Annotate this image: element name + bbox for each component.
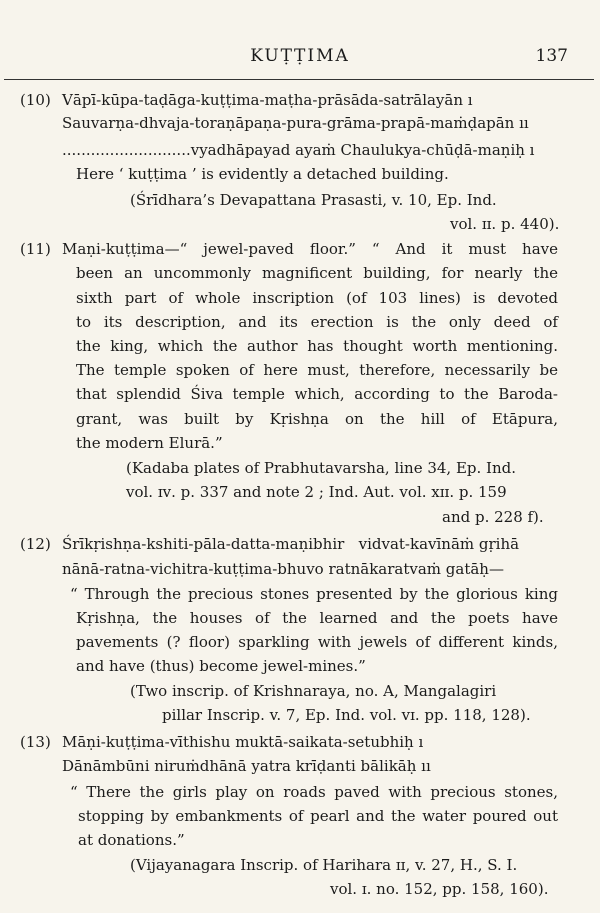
body-line: the king, which the author has thought worth mentioning. — [76, 337, 558, 355]
body-line: The temple spoken of here must, therefore, necessarily be — [76, 361, 558, 379]
page-header — [0, 46, 600, 72]
translation-line: “ Through the precious stones presented by the glorious king — [70, 585, 558, 603]
entry-number: (12) — [20, 535, 51, 553]
verse-line: nānā-ratna-vichitra-kuṭṭima-bhuvo ratnākaratvaṁ gatāḥ— — [62, 560, 504, 578]
body-line: grant, was built by Kṛishṇa on the hill of Etāpura, — [76, 410, 558, 428]
translation-line: and have (thus) become jewel-mines.” — [76, 657, 366, 675]
body-line: Maṇi-kuṭṭima—“ jewel-paved floor.” “ And it must have — [62, 240, 558, 258]
verse-line: ...........................vyadhāpayad ayaṁ Chaulukya-chūḍā-maṇiḥ ı — [62, 141, 535, 159]
citation-line: (Two inscrip. of Krishnaraya, no. A, Mangalagiri — [130, 682, 497, 700]
translation-line: pavements (? floor) sparkling with jewels of different kinds, — [76, 633, 558, 651]
translation-line: Kṛishṇa, the houses of the learned and the poets have — [76, 609, 558, 627]
body-line: been an uncommonly magnificent building, for nearly the — [76, 264, 558, 282]
translation-line: stopping by embankments of pearl and the water poured out — [78, 807, 558, 825]
page-number: 137 — [535, 46, 568, 66]
translation-line: “ There the girls play on roads paved with precious stones, — [70, 783, 558, 801]
verse-line: Śrīkṛishṇa-kshiti-pāla-datta-maṇibhir vidvat-kavīnāṁ gṛihā — [62, 535, 520, 553]
citation-line: (Śrīdhara’s Devapattana Prasasti, v. 10, Ep. Ind. — [130, 191, 497, 209]
body-line: sixth part of whole inscription (of 103 lines) is devoted — [76, 289, 558, 307]
header-rule — [4, 79, 594, 80]
body-line: to its description, and its erection is the only deed of — [76, 313, 558, 331]
verse-line: Māṇi-kuṭṭima-vīthishu muktā-saikata-setubhiḥ ı — [62, 733, 424, 751]
running-head: KUṬṬIMA — [250, 46, 350, 66]
entry-number: (11) — [20, 240, 51, 258]
citation-line: pillar Inscrip. v. 7, Ep. Ind. vol. ᴠɪ. pp. 118, 128). — [162, 706, 531, 724]
citation-line: and p. 228 f). — [442, 508, 544, 526]
verse-line: Dānāmbūni niruṁdhānā yatra krīḍanti bālikāḥ ıı — [62, 757, 431, 775]
citation-line: (Kadaba plates of Prabhutavarsha, line 34, Ep. Ind. — [126, 459, 517, 477]
citation-line: vol. ɪ. no. 152, pp. 158, 160). — [330, 880, 549, 898]
verse-line: Vāpī-kūpa-taḍāga-kuṭṭima-maṭha-prāsāda-satrālayān ı — [62, 91, 473, 109]
body-line: the modern Elurā.” — [76, 434, 223, 452]
verse-line: Sauvarṇa-dhvaja-toraṇāpaṇa-pura-grāma-prapā-maṁḍapān ıı — [62, 114, 529, 132]
citation-line: vol. ɪᴠ. p. 337 and note 2 ; Ind. Aut. vol. xɪɪ. p. 159 — [126, 483, 507, 501]
citation-line: vol. ɪɪ. p. 440). — [450, 215, 560, 233]
body-line: that splendid Śiva temple which, according to the Baroda- — [76, 385, 558, 403]
entry-number: (10) — [20, 91, 51, 109]
translation-line: at donations.” — [78, 831, 185, 849]
entry-number: (13) — [20, 733, 51, 751]
citation-line: (Vijayanagara Inscrip. of Harihara ɪɪ, v. 27, H., S. I. — [130, 856, 518, 874]
comment-line: Here ‘ kuṭṭima ’ is evidently a detached building. — [76, 165, 449, 183]
